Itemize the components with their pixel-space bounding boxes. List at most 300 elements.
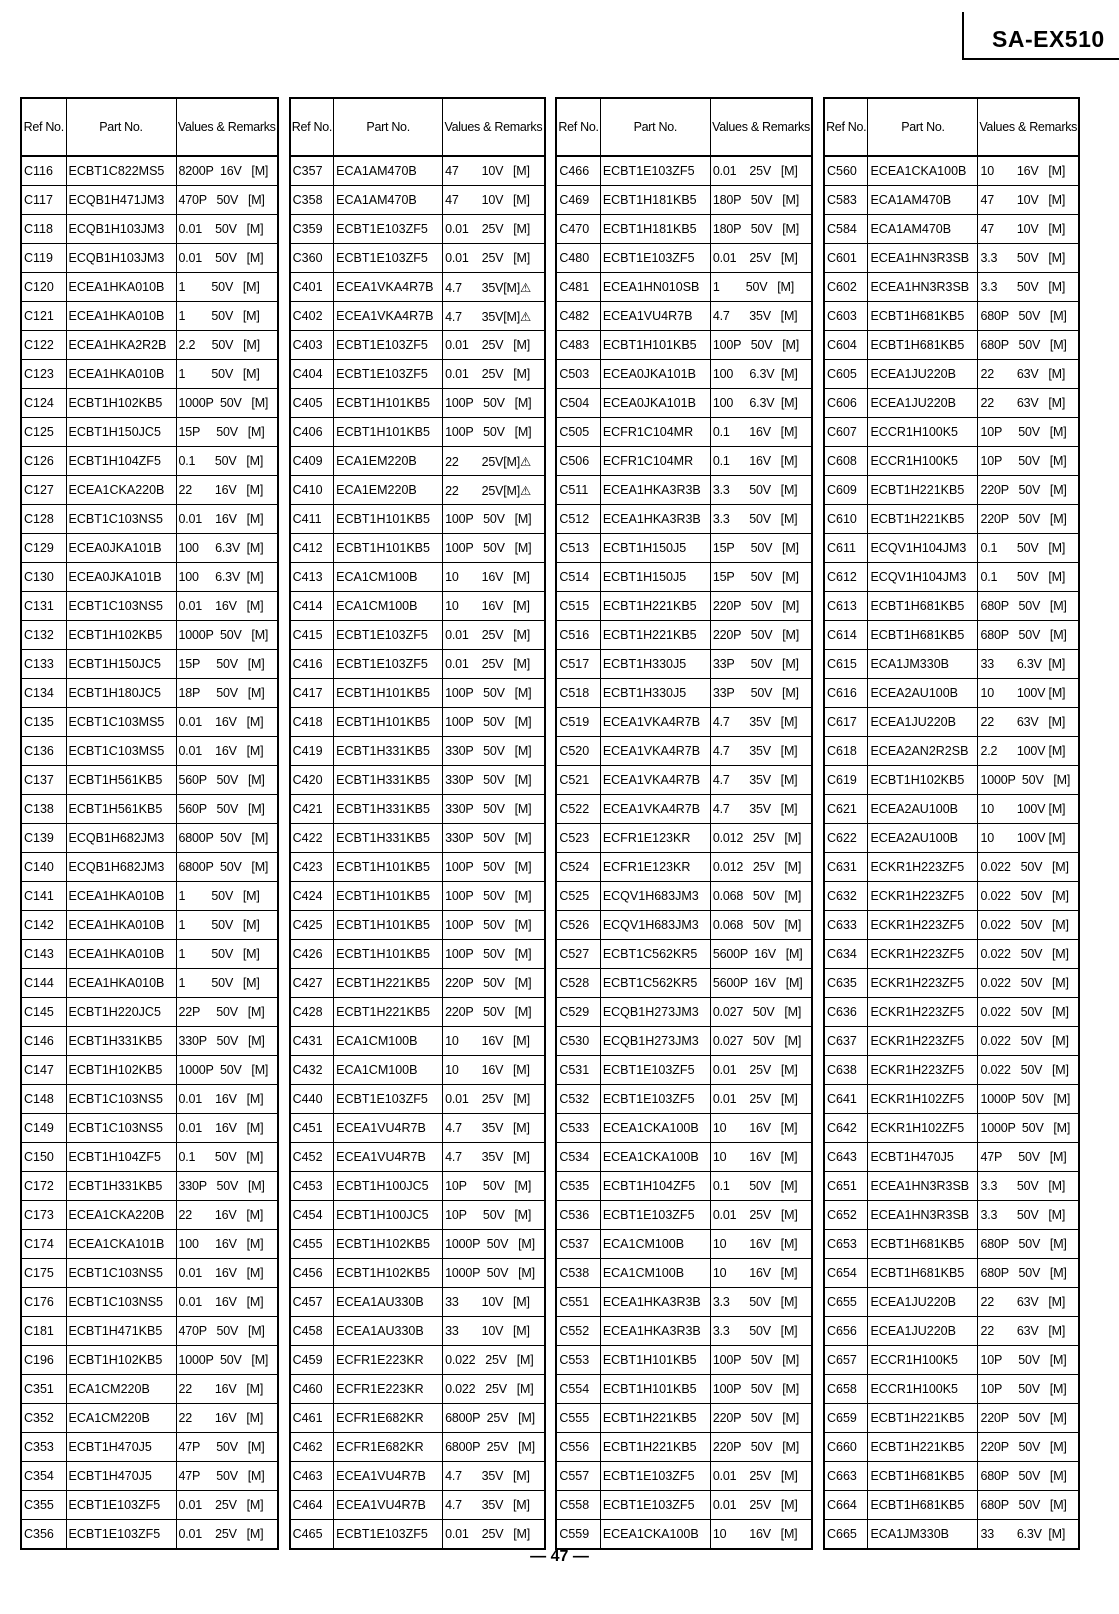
table-row	[21, 1346, 278, 1375]
ref-no-cell: C643	[824, 1143, 868, 1172]
value-cell: 680P 50V [M]	[978, 1259, 1079, 1288]
part-no-cell: ECEA1JU220B	[868, 708, 978, 737]
part-no-cell: ECA1CM220B	[66, 1404, 176, 1433]
part-no-cell: ECEA1HKA010B	[66, 940, 176, 969]
ref-no-cell: C616	[824, 679, 868, 708]
ref-no-cell: C613	[824, 592, 868, 621]
part-no-cell: ECA1EM220B	[334, 447, 443, 476]
ref-no-cell: C428	[290, 998, 334, 1027]
table-row	[290, 824, 545, 853]
value-cell: 0.022 50V [M]	[978, 853, 1079, 882]
part-no-cell: ECBT1E103ZF5	[600, 1085, 710, 1114]
value-cell: 15P 50V [M]	[176, 418, 278, 447]
value-cell: 0.012 25V [M]	[710, 824, 812, 853]
part-no-cell: ECBT1H102KB5	[66, 389, 176, 418]
part-no-cell: ECFR1E123KR	[600, 824, 710, 853]
part-no-cell: ECCR1H100K5	[868, 447, 978, 476]
part-no-cell: ECBT1C103NS5	[66, 1085, 176, 1114]
value-cell: 4.7 35V [M]	[710, 766, 812, 795]
value-cell: 15P 50V [M]	[710, 534, 812, 563]
header-row	[556, 98, 812, 156]
parts-table	[20, 97, 279, 1550]
value-cell: 1 50V [M]	[176, 273, 278, 302]
value-cell: 220P 50V [M]	[978, 1404, 1079, 1433]
table-row	[290, 679, 545, 708]
ref-no-cell: C604	[824, 331, 868, 360]
part-no-cell: ECA1CM100B	[600, 1230, 710, 1259]
ref-no-cell: C656	[824, 1317, 868, 1346]
table-row	[824, 795, 1079, 824]
value-cell: 0.1 50V [M]	[978, 563, 1079, 592]
table-row	[556, 737, 812, 766]
part-no-cell: ECEA1VU4R7B	[334, 1491, 443, 1520]
part-no-cell: ECEA2AU100B	[868, 679, 978, 708]
ref-no-cell: C660	[824, 1433, 868, 1462]
part-no-cell: ECBT1E103ZF5	[334, 1520, 443, 1550]
part-no-cell: ECEA1CKA101B	[66, 1230, 176, 1259]
ref-no-cell: C619	[824, 766, 868, 795]
part-no-cell: ECEA1VU4R7B	[600, 302, 710, 331]
part-no-cell: ECBT1H104ZF5	[600, 1172, 710, 1201]
table-row	[824, 1288, 1079, 1317]
table-row	[21, 882, 278, 911]
part-no-cell: ECBT1H221KB5	[868, 1433, 978, 1462]
part-no-cell: ECA1JM330B	[868, 1520, 978, 1550]
value-cell: 10 16V [M]	[710, 1114, 812, 1143]
ref-no-cell: C145	[21, 998, 66, 1027]
table-row	[556, 1433, 812, 1462]
table-row	[21, 1114, 278, 1143]
part-no-cell: ECBT1H681KB5	[868, 1259, 978, 1288]
table-row	[21, 273, 278, 302]
table-row	[824, 1520, 1079, 1550]
value-cell: 1000P 50V [M]	[978, 1085, 1079, 1114]
value-cell: 3.3 50V [M]	[978, 1172, 1079, 1201]
ref-no-cell: C632	[824, 882, 868, 911]
table-row	[824, 1201, 1079, 1230]
table-row	[290, 1433, 545, 1462]
value-cell: 220P 50V [M]	[710, 621, 812, 650]
part-no-cell: ECQB1H273JM3	[600, 1027, 710, 1056]
ref-no-cell: C609	[824, 476, 868, 505]
table-row	[21, 418, 278, 447]
ref-no-cell: C520	[556, 737, 600, 766]
part-no-cell: ECQV1H683JM3	[600, 911, 710, 940]
value-cell: 10 100V [M]	[978, 679, 1079, 708]
part-no-cell: ECEA1AU330B	[334, 1288, 443, 1317]
value-cell: 680P 50V [M]	[978, 1491, 1079, 1520]
parts-table	[289, 97, 546, 1550]
value-cell: 22 63V [M]	[978, 1317, 1079, 1346]
part-no-cell: ECBT1H681KB5	[868, 1491, 978, 1520]
ref-no-cell: C533	[556, 1114, 600, 1143]
value-cell: 33 10V [M]	[443, 1288, 545, 1317]
table-row	[21, 969, 278, 998]
ref-no-cell: C409	[290, 447, 334, 476]
value-cell: 22 63V [M]	[978, 360, 1079, 389]
value-cell: 100P 50V [M]	[443, 853, 545, 882]
ref-no-cell: C638	[824, 1056, 868, 1085]
part-no-cell: ECEA1HN3R3SB	[868, 244, 978, 273]
ref-no-cell: C622	[824, 824, 868, 853]
ref-no-cell: C181	[21, 1317, 66, 1346]
value-cell: 180P 50V [M]	[710, 215, 812, 244]
ref-no-cell: C451	[290, 1114, 334, 1143]
part-no-cell: ECEA1HKA010B	[66, 273, 176, 302]
part-no-cell: ECKR1H223ZF5	[868, 940, 978, 969]
table-row	[290, 302, 545, 331]
part-no-cell: ECEA1HKA010B	[66, 882, 176, 911]
table-row	[556, 447, 812, 476]
ref-no-cell: C410	[290, 476, 334, 505]
ref-no-cell: C555	[556, 1404, 600, 1433]
ref-no-cell: C424	[290, 882, 334, 911]
table-row	[824, 244, 1079, 273]
value-cell: 680P 50V [M]	[978, 331, 1079, 360]
table-row	[824, 824, 1079, 853]
part-no-cell: ECBT1H102KB5	[66, 1056, 176, 1085]
table-row	[21, 447, 278, 476]
value-cell: 0.022 25V [M]	[443, 1375, 545, 1404]
part-no-cell: ECBT1E103ZF5	[334, 621, 443, 650]
ref-no-cell: C355	[21, 1491, 66, 1520]
ref-no-cell: C614	[824, 621, 868, 650]
part-no-cell: ECEA1HN3R3SB	[868, 1172, 978, 1201]
table-row	[21, 244, 278, 273]
part-no-cell: ECBT1H330J5	[600, 679, 710, 708]
ref-no-cell: C654	[824, 1259, 868, 1288]
value-cell: 47 10V [M]	[978, 186, 1079, 215]
value-cell: 0.068 50V [M]	[710, 882, 812, 911]
table-row	[290, 1172, 545, 1201]
table-row	[824, 737, 1079, 766]
value-cell: 100P 50V [M]	[710, 1375, 812, 1404]
table-row	[556, 969, 812, 998]
ref-no-cell: C131	[21, 592, 66, 621]
table-row	[824, 940, 1079, 969]
ref-no-cell: C611	[824, 534, 868, 563]
part-no-cell: ECA1CM100B	[334, 563, 443, 592]
value-cell: 10 16V [M]	[710, 1259, 812, 1288]
ref-no-cell: C659	[824, 1404, 868, 1433]
part-no-cell: ECQB1H682JM3	[66, 853, 176, 882]
value-cell: 220P 50V [M]	[978, 1433, 1079, 1462]
table-row	[824, 1433, 1079, 1462]
table-row	[824, 1346, 1079, 1375]
table-row	[290, 534, 545, 563]
part-no-cell: ECEA1VU4R7B	[334, 1143, 443, 1172]
ref-no-cell: C196	[21, 1346, 66, 1375]
value-cell: 1 50V [M]	[176, 911, 278, 940]
value-cell: 47 10V [M]	[443, 186, 545, 215]
value-cell: 0.022 50V [M]	[978, 911, 1079, 940]
value-cell: 0.1 50V [M]	[710, 1172, 812, 1201]
value-cell: 10 16V [M]	[710, 1230, 812, 1259]
part-no-cell: ECBT1H221KB5	[334, 969, 443, 998]
value-cell: 0.1 16V [M]	[710, 447, 812, 476]
part-no-cell: ECBT1H681KB5	[868, 302, 978, 331]
table-row	[556, 418, 812, 447]
ref-no-cell: C637	[824, 1027, 868, 1056]
part-no-cell: ECEA1JU220B	[868, 389, 978, 418]
table-row	[21, 708, 278, 737]
table-row	[21, 766, 278, 795]
table-row	[290, 360, 545, 389]
value-cell: 0.01 50V [M]	[176, 244, 278, 273]
value-cell: 0.01 25V [M]	[710, 156, 812, 186]
ref-no-cell: C455	[290, 1230, 334, 1259]
table-row	[290, 592, 545, 621]
part-no-cell: ECBT1H150JC5	[66, 650, 176, 679]
value-cell: 1000P 50V [M]	[978, 766, 1079, 795]
part-no-cell: ECBT1E103ZF5	[600, 1201, 710, 1230]
value-cell: 47P 50V [M]	[978, 1143, 1079, 1172]
value-cell: 0.01 25V [M]	[443, 1085, 545, 1114]
part-no-cell: ECBT1H221KB5	[600, 592, 710, 621]
ref-no-cell: C146	[21, 1027, 66, 1056]
ref-no-cell: C551	[556, 1288, 600, 1317]
value-cell: 4.7 35V [M]	[443, 1114, 545, 1143]
table-row	[21, 1520, 278, 1550]
table-row	[290, 911, 545, 940]
ref-no-cell: C138	[21, 795, 66, 824]
table-row	[556, 708, 812, 737]
table-row	[21, 1288, 278, 1317]
part-no-cell: ECEA1VKA4R7B	[334, 302, 443, 331]
part-no-cell: ECA1CM100B	[334, 1056, 443, 1085]
ref-no-cell: C135	[21, 708, 66, 737]
ref-no-cell: C641	[824, 1085, 868, 1114]
part-no-cell: ECEA0JKA101B	[600, 389, 710, 418]
value-cell: 3.3 50V [M]	[710, 1288, 812, 1317]
ref-no-cell: C454	[290, 1201, 334, 1230]
value-cell: 680P 50V [M]	[978, 1462, 1079, 1491]
ref-no-cell: C481	[556, 273, 600, 302]
part-no-cell: ECFR1E223KR	[334, 1375, 443, 1404]
part-no-cell: ECBT1H331KB5	[334, 795, 443, 824]
table-row	[290, 156, 545, 186]
ref-no-cell: C464	[290, 1491, 334, 1520]
table-row	[290, 1491, 545, 1520]
table-row	[556, 998, 812, 1027]
ref-no-cell: C414	[290, 592, 334, 621]
value-cell: 1 50V [M]	[176, 360, 278, 389]
part-no-cell: ECEA0JKA101B	[66, 534, 176, 563]
value-cell: 10P 50V [M]	[978, 1375, 1079, 1404]
part-no-cell: ECEA1VU4R7B	[334, 1114, 443, 1143]
table-row	[290, 766, 545, 795]
table-row	[290, 650, 545, 679]
ref-no-cell: C411	[290, 505, 334, 534]
value-cell: 220P 50V [M]	[710, 1404, 812, 1433]
table-row	[556, 1375, 812, 1404]
value-cell: 4.7 35V [M]	[443, 1143, 545, 1172]
value-cell: 33P 50V [M]	[710, 679, 812, 708]
ref-no-cell: C427	[290, 969, 334, 998]
part-no-cell: ECBT1H100JC5	[334, 1201, 443, 1230]
value-cell: 47P 50V [M]	[176, 1433, 278, 1462]
table-row	[824, 534, 1079, 563]
table-row	[556, 1056, 812, 1085]
table-row	[290, 418, 545, 447]
ref-no-cell: C519	[556, 708, 600, 737]
part-no-cell: ECEA1HKA3R3B	[600, 505, 710, 534]
part-no-cell: ECBT1E103ZF5	[600, 1462, 710, 1491]
ref-no-cell: C480	[556, 244, 600, 273]
part-no-cell: ECEA1HKA2R2B	[66, 331, 176, 360]
part-no-cell: ECQB1H103JM3	[66, 244, 176, 273]
table-row	[21, 737, 278, 766]
part-no-cell: ECBT1H102KB5	[66, 1346, 176, 1375]
part-no-cell: ECQV1H683JM3	[600, 882, 710, 911]
part-no-cell: ECEA1HKA010B	[66, 969, 176, 998]
value-cell: 5600P 16V [M]	[710, 940, 812, 969]
table-row	[556, 1230, 812, 1259]
ref-no-cell: C130	[21, 563, 66, 592]
value-cell: 0.01 16V [M]	[176, 1114, 278, 1143]
part-no-cell: ECBT1C103NS5	[66, 505, 176, 534]
ref-no-cell: C143	[21, 940, 66, 969]
part-no-cell: ECFR1E223KR	[334, 1346, 443, 1375]
ref-no-cell: C466	[556, 156, 600, 186]
part-no-cell: ECBT1H150J5	[600, 563, 710, 592]
table-row	[824, 505, 1079, 534]
part-no-cell: ECBT1E103ZF5	[334, 1085, 443, 1114]
value-cell: 10 16V [M]	[710, 1143, 812, 1172]
table-row	[290, 244, 545, 273]
part-no-cell: ECBT1H331KB5	[334, 824, 443, 853]
part-no-cell: ECBT1H471KB5	[66, 1317, 176, 1346]
table-row	[824, 621, 1079, 650]
table-row	[824, 389, 1079, 418]
part-no-cell: ECBT1E103ZF5	[334, 215, 443, 244]
table-row	[556, 1317, 812, 1346]
value-cell: 47 10V [M]	[978, 215, 1079, 244]
part-no-cell: ECBT1H221KB5	[600, 621, 710, 650]
part-no-cell: ECBT1H102KB5	[334, 1230, 443, 1259]
ref-no-cell: C512	[556, 505, 600, 534]
ref-no-cell: C521	[556, 766, 600, 795]
part-no-cell: ECEA1HKA3R3B	[600, 1317, 710, 1346]
ref-no-cell: C121	[21, 302, 66, 331]
value-cell: 3.3 50V [M]	[710, 1317, 812, 1346]
table-row	[290, 1027, 545, 1056]
part-no-cell: ECBT1H331KB5	[66, 1172, 176, 1201]
ref-no-cell: C470	[556, 215, 600, 244]
part-no-cell: ECCR1H100K5	[868, 1375, 978, 1404]
ref-no-cell: C601	[824, 244, 868, 273]
table-row	[556, 795, 812, 824]
ref-no-cell: C664	[824, 1491, 868, 1520]
ref-no-cell: C132	[21, 621, 66, 650]
part-no-cell: ECBT1H150JC5	[66, 418, 176, 447]
value-cell: 0.01 25V [M]	[443, 621, 545, 650]
table-row	[824, 679, 1079, 708]
table-row	[21, 679, 278, 708]
value-cell: 0.022 50V [M]	[978, 969, 1079, 998]
table-row	[556, 1201, 812, 1230]
table-row	[21, 1404, 278, 1433]
ref-no-cell: C142	[21, 911, 66, 940]
value-cell: 0.068 50V [M]	[710, 911, 812, 940]
value-cell: 0.01 50V [M]	[176, 215, 278, 244]
table-row	[824, 708, 1079, 737]
part-no-cell: ECBT1C822MS5	[66, 156, 176, 186]
table-row	[21, 505, 278, 534]
ref-no-cell: C426	[290, 940, 334, 969]
value-cell: 8200P 16V [M]	[176, 156, 278, 186]
table-row	[824, 360, 1079, 389]
table-row	[290, 1317, 545, 1346]
table-row	[824, 418, 1079, 447]
value-cell: 330P 50V [M]	[443, 737, 545, 766]
ref-no-cell: C483	[556, 331, 600, 360]
table-row	[21, 1027, 278, 1056]
ref-no-cell: C538	[556, 1259, 600, 1288]
ref-no-cell: C174	[21, 1230, 66, 1259]
value-cell: 4.7 35V [M]	[710, 737, 812, 766]
table-row	[824, 650, 1079, 679]
model-number: SA-EX510	[992, 26, 1105, 52]
ref-no-cell: C423	[290, 853, 334, 882]
ref-no-cell: C459	[290, 1346, 334, 1375]
ref-no-cell: C172	[21, 1172, 66, 1201]
part-no-cell: ECBT1H681KB5	[868, 592, 978, 621]
value-cell: 0.01 25V [M]	[443, 360, 545, 389]
value-cell: 47 10V [M]	[443, 156, 545, 186]
header-row	[824, 98, 1079, 156]
ref-no-cell: C420	[290, 766, 334, 795]
table-row	[824, 1404, 1079, 1433]
ref-no-cell: C523	[556, 824, 600, 853]
table-row	[556, 940, 812, 969]
part-no-cell: ECBT1H100JC5	[334, 1172, 443, 1201]
part-no-cell: ECBT1H101KB5	[334, 505, 443, 534]
part-no-cell: ECBT1H101KB5	[600, 1346, 710, 1375]
ref-no-cell: C642	[824, 1114, 868, 1143]
ref-no-cell: C610	[824, 505, 868, 534]
table-row	[21, 302, 278, 331]
ref-no-cell: C603	[824, 302, 868, 331]
table-row	[824, 1085, 1079, 1114]
value-cell: 680P 50V [M]	[978, 592, 1079, 621]
ref-no-cell: C402	[290, 302, 334, 331]
ref-no-cell: C530	[556, 1027, 600, 1056]
ref-no-cell: C535	[556, 1172, 600, 1201]
table-row	[21, 1259, 278, 1288]
table-row	[21, 1462, 278, 1491]
value-cell: 470P 50V [M]	[176, 1317, 278, 1346]
ref-no-cell: C528	[556, 969, 600, 998]
ref-no-header: Ref No.	[21, 98, 66, 156]
part-no-cell: ECFR1C104MR	[600, 418, 710, 447]
part-no-cell: ECBT1H101KB5	[334, 911, 443, 940]
value-cell: 680P 50V [M]	[978, 621, 1079, 650]
value-cell: 4.7 35V[M]⚠	[443, 273, 545, 302]
value-cell: 6800P 50V [M]	[176, 824, 278, 853]
ref-no-cell: C511	[556, 476, 600, 505]
table-row	[21, 389, 278, 418]
table-row	[824, 1230, 1079, 1259]
table-row	[824, 853, 1079, 882]
part-no-cell: ECQB1H273JM3	[600, 998, 710, 1027]
table-row	[21, 1056, 278, 1085]
value-cell: 10 16V [M]	[443, 1027, 545, 1056]
ref-no-cell: C452	[290, 1143, 334, 1172]
part-no-cell: ECBT1H101KB5	[334, 389, 443, 418]
header-row	[21, 98, 278, 156]
part-no-cell: ECBT1H470J5	[66, 1433, 176, 1462]
